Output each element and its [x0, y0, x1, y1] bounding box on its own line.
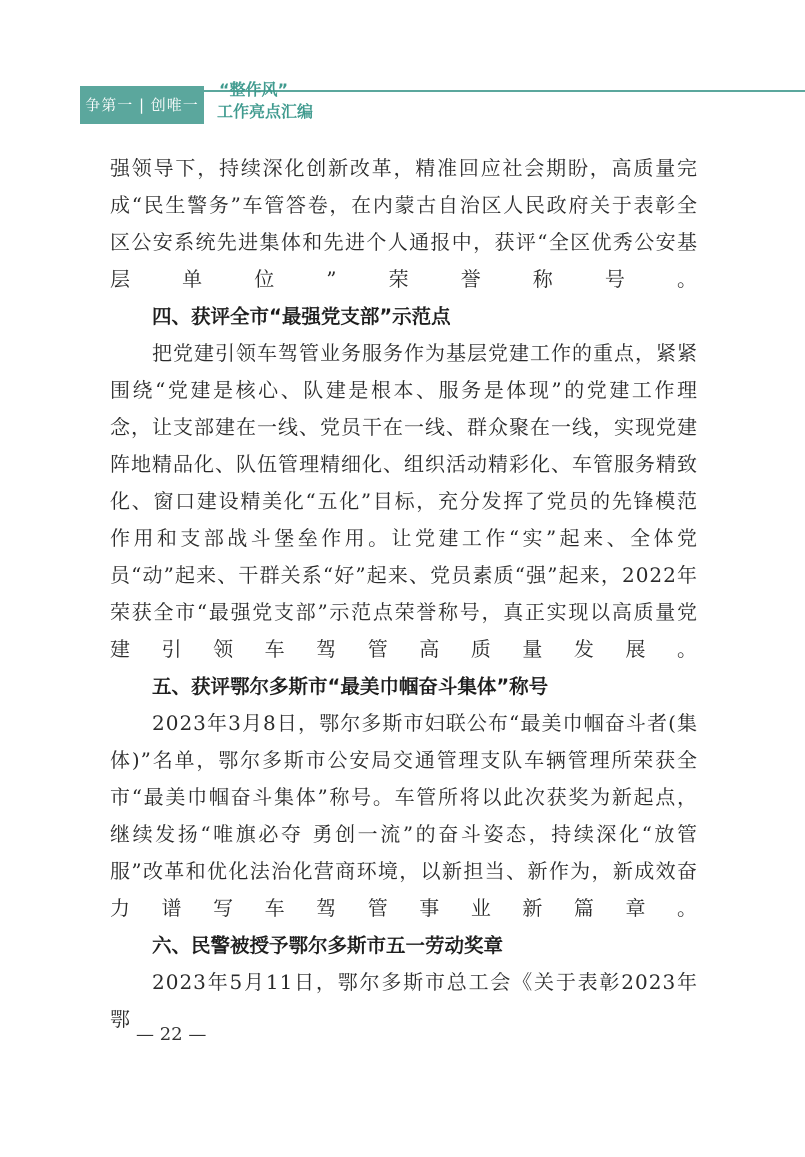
paragraph: 2023年3月8日，鄂尔多斯市妇联公布“最美巾帼奋斗者(集体)”名单，鄂尔多斯市公安局交通管理支队车辆管理所荣获全市“最美巾帼奋斗集体”称号。车管所将以此次获奖为新起点，继续发扬“唯旗必夺 勇创一流”的奋斗姿态，持续深化“放管服”改革和优化法治化营商环境，以新担当、新作为，新成效奋力谱写车驾管事业新篇章。 — [110, 711, 698, 920]
page-header — [0, 0, 805, 140]
header-title — [217, 80, 313, 122]
paragraph-cut-off: 2023年5月11日，鄂尔多斯市总工会《关于表彰2023年鄂 — [110, 970, 698, 1031]
paragraph-continued: 强领导下，持续深化创新改革，精准回应社会期盼，高质量完成“民生警务”车管答卷，在内蒙古自治区人民政府关于表彰全区公安系统先进集体和先进个人通报中，获评“全区优秀公安基层单位”荣誉称号。 — [110, 156, 698, 291]
paragraph: 把党建引领车驾管业务服务作为基层党建工作的重点，紧紧围绕“党建是核心、队建是根本、服务是体现”的党建工作理念，让支部建在一线、党员干在一线、群众聚在一线，实现党建阵地精品化、队伍管理精细化、组织活动精彩化、车管服务精致化、窗口建设精美化“五化”目标，充分发挥了党员的先锋模范作用和支部战斗堡垒作用。让党建工作“实”起来、全体党员“动”起来、干群关系“好”起来、党员素质“强”起来，2022年荣获全市“最强党支部”示范点荣誉称号，真正实现以高质量党建引领车驾管高质量发展。 — [110, 341, 698, 661]
header-title-line1: “整作风” — [219, 80, 289, 99]
header-title-line2: 工作亮点汇编 — [217, 102, 314, 121]
document-body — [110, 150, 698, 1038]
series-badge: 争第一 | 创唯一 — [80, 86, 204, 124]
section-heading-6: 六、民警被授予鄂尔多斯市五一劳动奖章 — [152, 934, 504, 957]
section-heading-5: 五、获评鄂尔多斯市“最美巾帼奋斗集体”称号 — [152, 675, 549, 698]
section-heading-4: 四、获评全市“最强党支部”示范点 — [152, 305, 451, 328]
page-number: — 22 — — [136, 1024, 207, 1045]
